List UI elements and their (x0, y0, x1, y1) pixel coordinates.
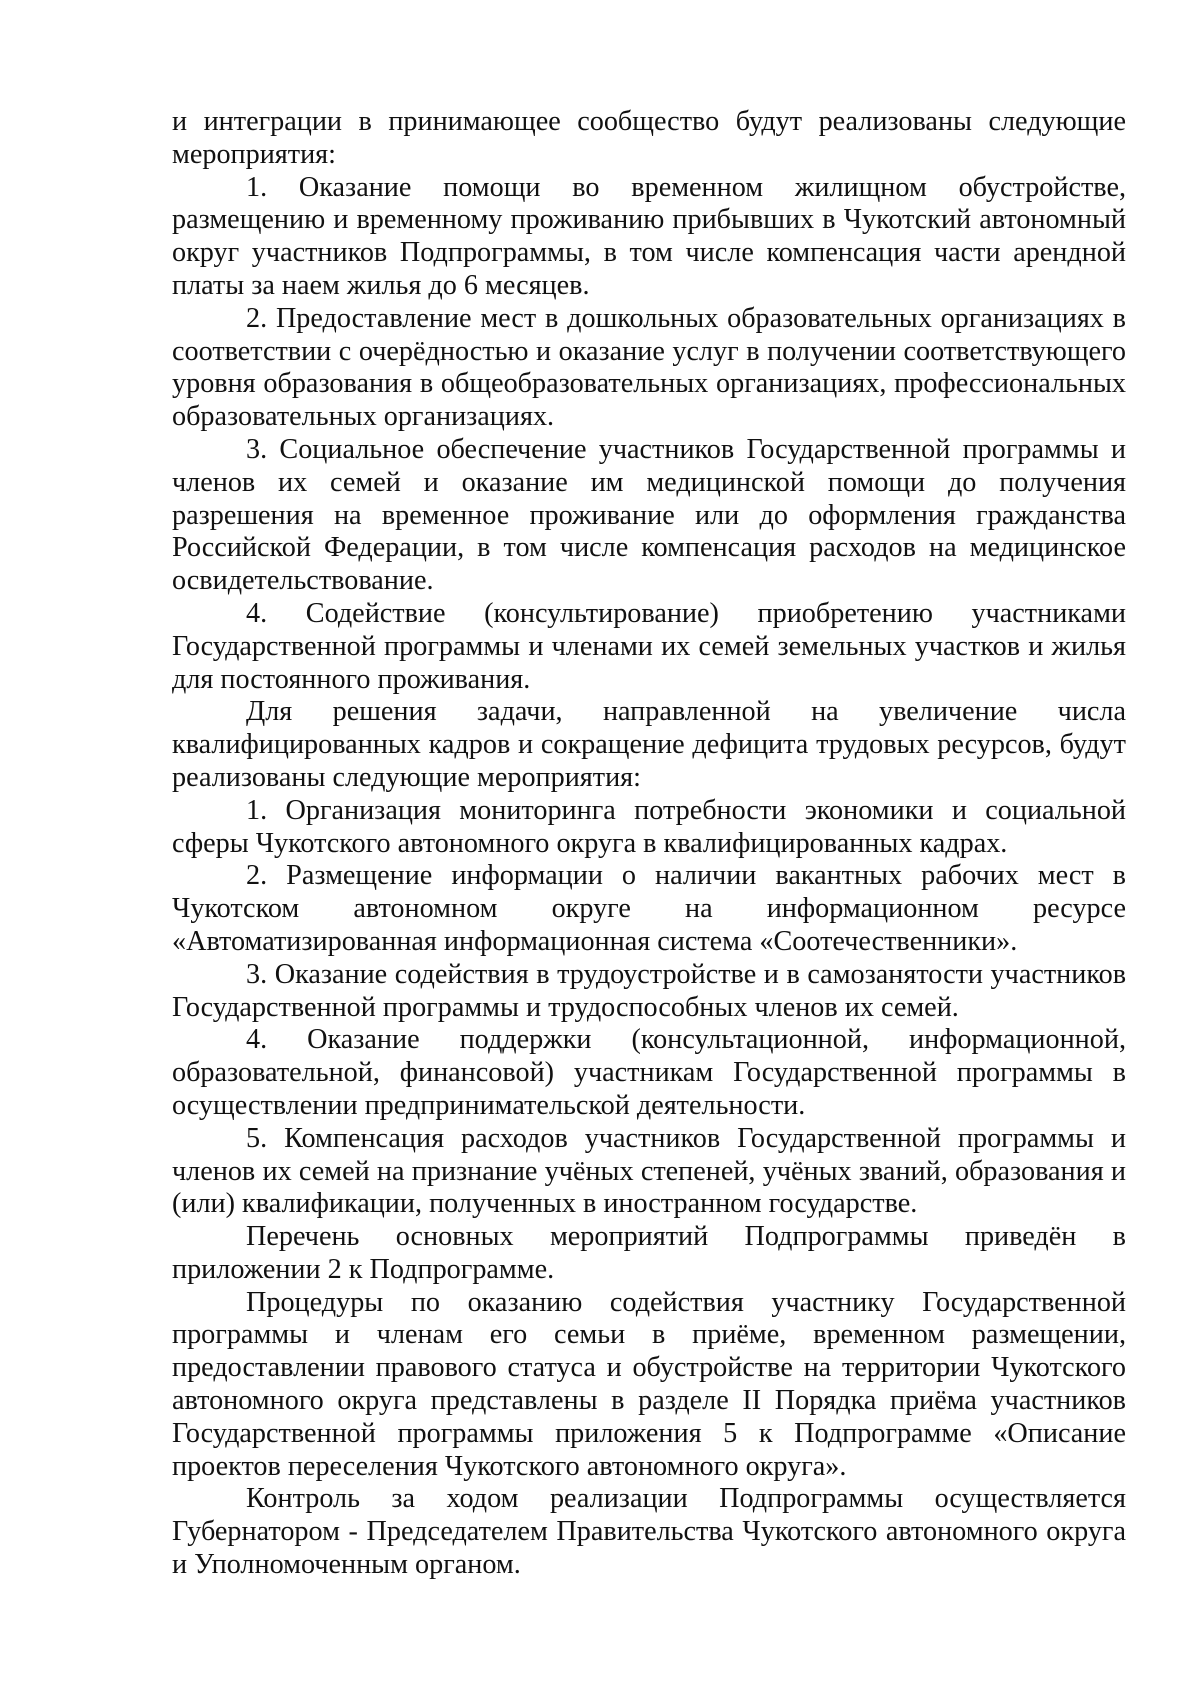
document-page (172, 106, 1126, 1582)
paragraph-item-2: 2. Предоставление мест в дошкольных образовательных организациях в соответствии с очерёдностью и оказание услуг в получении соответствующего уровня образования в общеобразовательных организациях, профессиональных образовательных организациях. (172, 302, 1126, 433)
paragraph-continuation: и интеграции в принимающее сообщество будут реализованы следующие мероприятия: (172, 106, 1126, 170)
paragraph-item-1: 1. Оказание помощи во временном жилищном обустройстве, размещению и временному проживанию прибывших в Чукотский автономный округ участников Подпрограммы, в том числе компенсация части арендной платы за наем жилья до 6 месяцев. (172, 171, 1126, 301)
paragraph-task-item-1: 1. Организация мониторинга потребности экономики и социальной сферы Чукотского автономного округа в квалифицированных кадрах. (172, 794, 1126, 859)
paragraph-item-3: 3. Социальное обеспечение участников Государственной программы и членов их семей и оказание им медицинской помощи до получения разрешения на временное проживание или до оформления гражданства Российской Федерации, в том числе компенсация расходов на медицинское освидетельствование. (172, 433, 1126, 597)
paragraph-task-item-2: 2. Размещение информации о наличии вакантных рабочих мест в Чукотском автономном округе на информационном ресурсе «Автоматизированная информационная система «Соотечественники». (172, 860, 1126, 957)
paragraph-item-4: 4. Содействие (консультирование) приобретению участниками Государственной программы и членами их семей земельных участков и жилья для постоянного проживания. (172, 597, 1126, 695)
paragraph-activities-list: Перечень основных мероприятий Подпрограммы приведён в приложении 2 к Подпрограмме. (172, 1221, 1126, 1285)
paragraph-task-item-5: 5. Компенсация расходов участников Государственной программы и членов их семей на признание учёных степеней, учёных званий, образования и (или) квалификации, полученных в иностранном государстве. (172, 1122, 1126, 1220)
paragraph-task-item-4: 4. Оказание поддержки (консультационной, информационной, образовательной, финансовой) участникам Государственной программы в осуществлении предпринимательской деятельности. (172, 1024, 1126, 1121)
paragraph-task-intro: Для решения задачи, направленной на увеличение числа квалифицированных кадров и сокращение дефицита трудовых ресурсов, будут реализованы следующие мероприятия: (172, 696, 1126, 793)
paragraph-control: Контроль за ходом реализации Подпрограммы осуществляется Губернатором - Председателем Правительства Чукотского автономного округа и Уполномоченным органом. (172, 1483, 1126, 1581)
paragraph-procedures: Процедуры по оказанию содействия участнику Государственной программы и членам его семьи в приёме, временном размещении, предоставлении правового статуса и обустройстве на территории Чукотского автономного округа представлены в разделе II Порядка приёма участников Государственной программы приложения 5 к Подпрограмме «Описание проектов переселения Чукотского автономного округа». (172, 1286, 1126, 1482)
paragraph-task-item-3: 3. Оказание содействия в трудоустройстве и в самозанятости участников Государственной программы и трудоспособных членов их семей. (172, 958, 1126, 1023)
